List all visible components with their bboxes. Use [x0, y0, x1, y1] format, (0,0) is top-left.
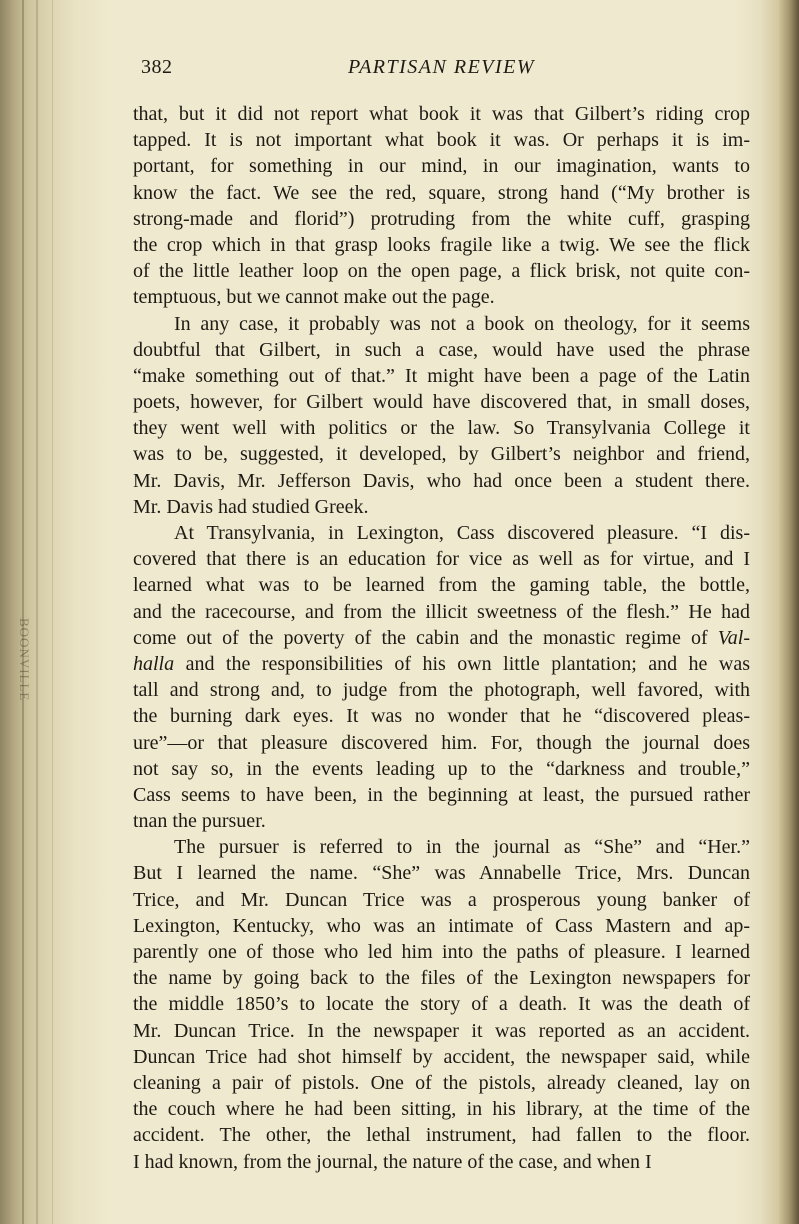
binding-gutter-shadow [22, 0, 24, 1224]
text-line: Lexington, Kentucky, who was an intimate of Cass Mastern and ap- [133, 914, 750, 937]
text-line: The pursuer is referred to in the journal as “She” and “Her.” [174, 836, 750, 859]
text-line: “make something out of that.” It might have been a page of the Latin [133, 364, 750, 387]
paragraph [133, 311, 750, 521]
paragraph [133, 101, 750, 311]
text-line: and the racecourse, and from the illicit sweetness of the flesh.” He had [133, 600, 750, 623]
text-line: know the fact. We see the red, square, strong hand (“My brother is [133, 181, 750, 204]
text-line: poets, however, for Gilbert would have discovered that, in small doses, [133, 391, 750, 414]
text-line: But I learned the name. “She” was Annabelle Trice, Mrs. Duncan [133, 862, 750, 885]
paragraph [133, 834, 750, 1174]
text-line: ure”—or that pleasure discovered him. For, though the journal does [133, 731, 750, 754]
text-line: Trice, and Mr. Duncan Trice was a prosperous young banker of [133, 888, 750, 911]
text-line: the middle 1850’s to locate the story of a death. It was the death of [133, 993, 750, 1016]
text-line: At Transylvania, in Lexington, Cass discovered pleasure. “I dis- [174, 522, 750, 544]
page-number: 382 [141, 56, 173, 78]
text-line: In any case, it probably was not a book on theology, for it seems [174, 312, 750, 335]
text-line: they went well with politics or the law. So Transylvania College it [133, 417, 750, 440]
text-line: that, but it did not report what book it was that Gilbert’s riding crop [133, 103, 750, 125]
text-line: covered that there is an education for vice as well as for virtue, and I [133, 548, 750, 571]
running-head [133, 54, 750, 82]
binding-gutter-shadow [52, 0, 53, 1224]
text-line: strong-made and florid”) protruding from the white cuff, grasping [133, 207, 750, 230]
text-line: the couch where he had been sitting, in his library, at the time of the [133, 1098, 750, 1121]
text-line: come out of the poverty of the cabin and the monastic regime of Val- [133, 626, 750, 649]
text-line: was to be, suggested, it developed, by Gilbert’s neighbor and friend, [133, 443, 750, 466]
body-text [133, 101, 750, 1175]
text-line: of the little leather loop on the open page, a flick brisk, not quite con- [133, 260, 750, 283]
text-line: the burning dark eyes. It was no wonder that he “discovered pleas- [133, 705, 750, 728]
text-line: parently one of those who led him into the paths of pleasure. I learned [133, 941, 750, 963]
text-line: cleaning a pair of pistols. One of the pistols, already cleaned, lay on [133, 1071, 750, 1094]
paragraph [133, 520, 750, 834]
text-line: learned what was to be learned from the gaming table, the bottle, [133, 574, 750, 597]
text-line: the name by going back to the files of the Lexington newspapers for [133, 967, 750, 990]
text-line: portant, for something in our mind, in our imagination, wants to [133, 155, 750, 178]
text-line: Mr. Davis, Mr. Jefferson Davis, who had once been a student there. [133, 469, 750, 492]
binding-gutter-shadow [36, 0, 38, 1224]
text-line: tnan the pursuer. [133, 810, 266, 833]
text-line: Mr. Duncan Trice. In the newspaper it was reported as an accident. [133, 1019, 750, 1042]
text-line: tall and strong and, to judge from the photograph, well favored, with [133, 679, 750, 702]
text-line: tapped. It is not important what book it was. Or perhaps it is im- [133, 129, 750, 152]
text-line: not say so, in the events leading up to the “darkness and trouble,” [133, 757, 750, 780]
text-line: doubtful that Gilbert, in such a case, would have used the phrase [133, 338, 750, 361]
journal-title: PARTISAN REVIEW [347, 56, 536, 78]
text-line: halla and the responsibilities of his own little plantation; and he was [133, 652, 750, 675]
text-line: I had known, from the journal, the nature of the case, and when I [133, 1150, 652, 1173]
text-line: accident. The other, the lethal instrument, had fallen to the floor. [133, 1124, 750, 1147]
text-line: Cass seems to have been, in the beginning at least, the pursued rather [133, 783, 750, 806]
text-line: temptuous, but we cannot make out the page. [133, 286, 495, 309]
text-line: the crop which in that grasp looks fragile like a twig. We see the flick [133, 233, 750, 256]
text-line: Mr. Davis had studied Greek. [133, 495, 369, 518]
spine-stamp: BOONVILLE [17, 618, 32, 702]
text-line: Duncan Trice had shot himself by accident, the newspaper said, while [133, 1045, 750, 1068]
